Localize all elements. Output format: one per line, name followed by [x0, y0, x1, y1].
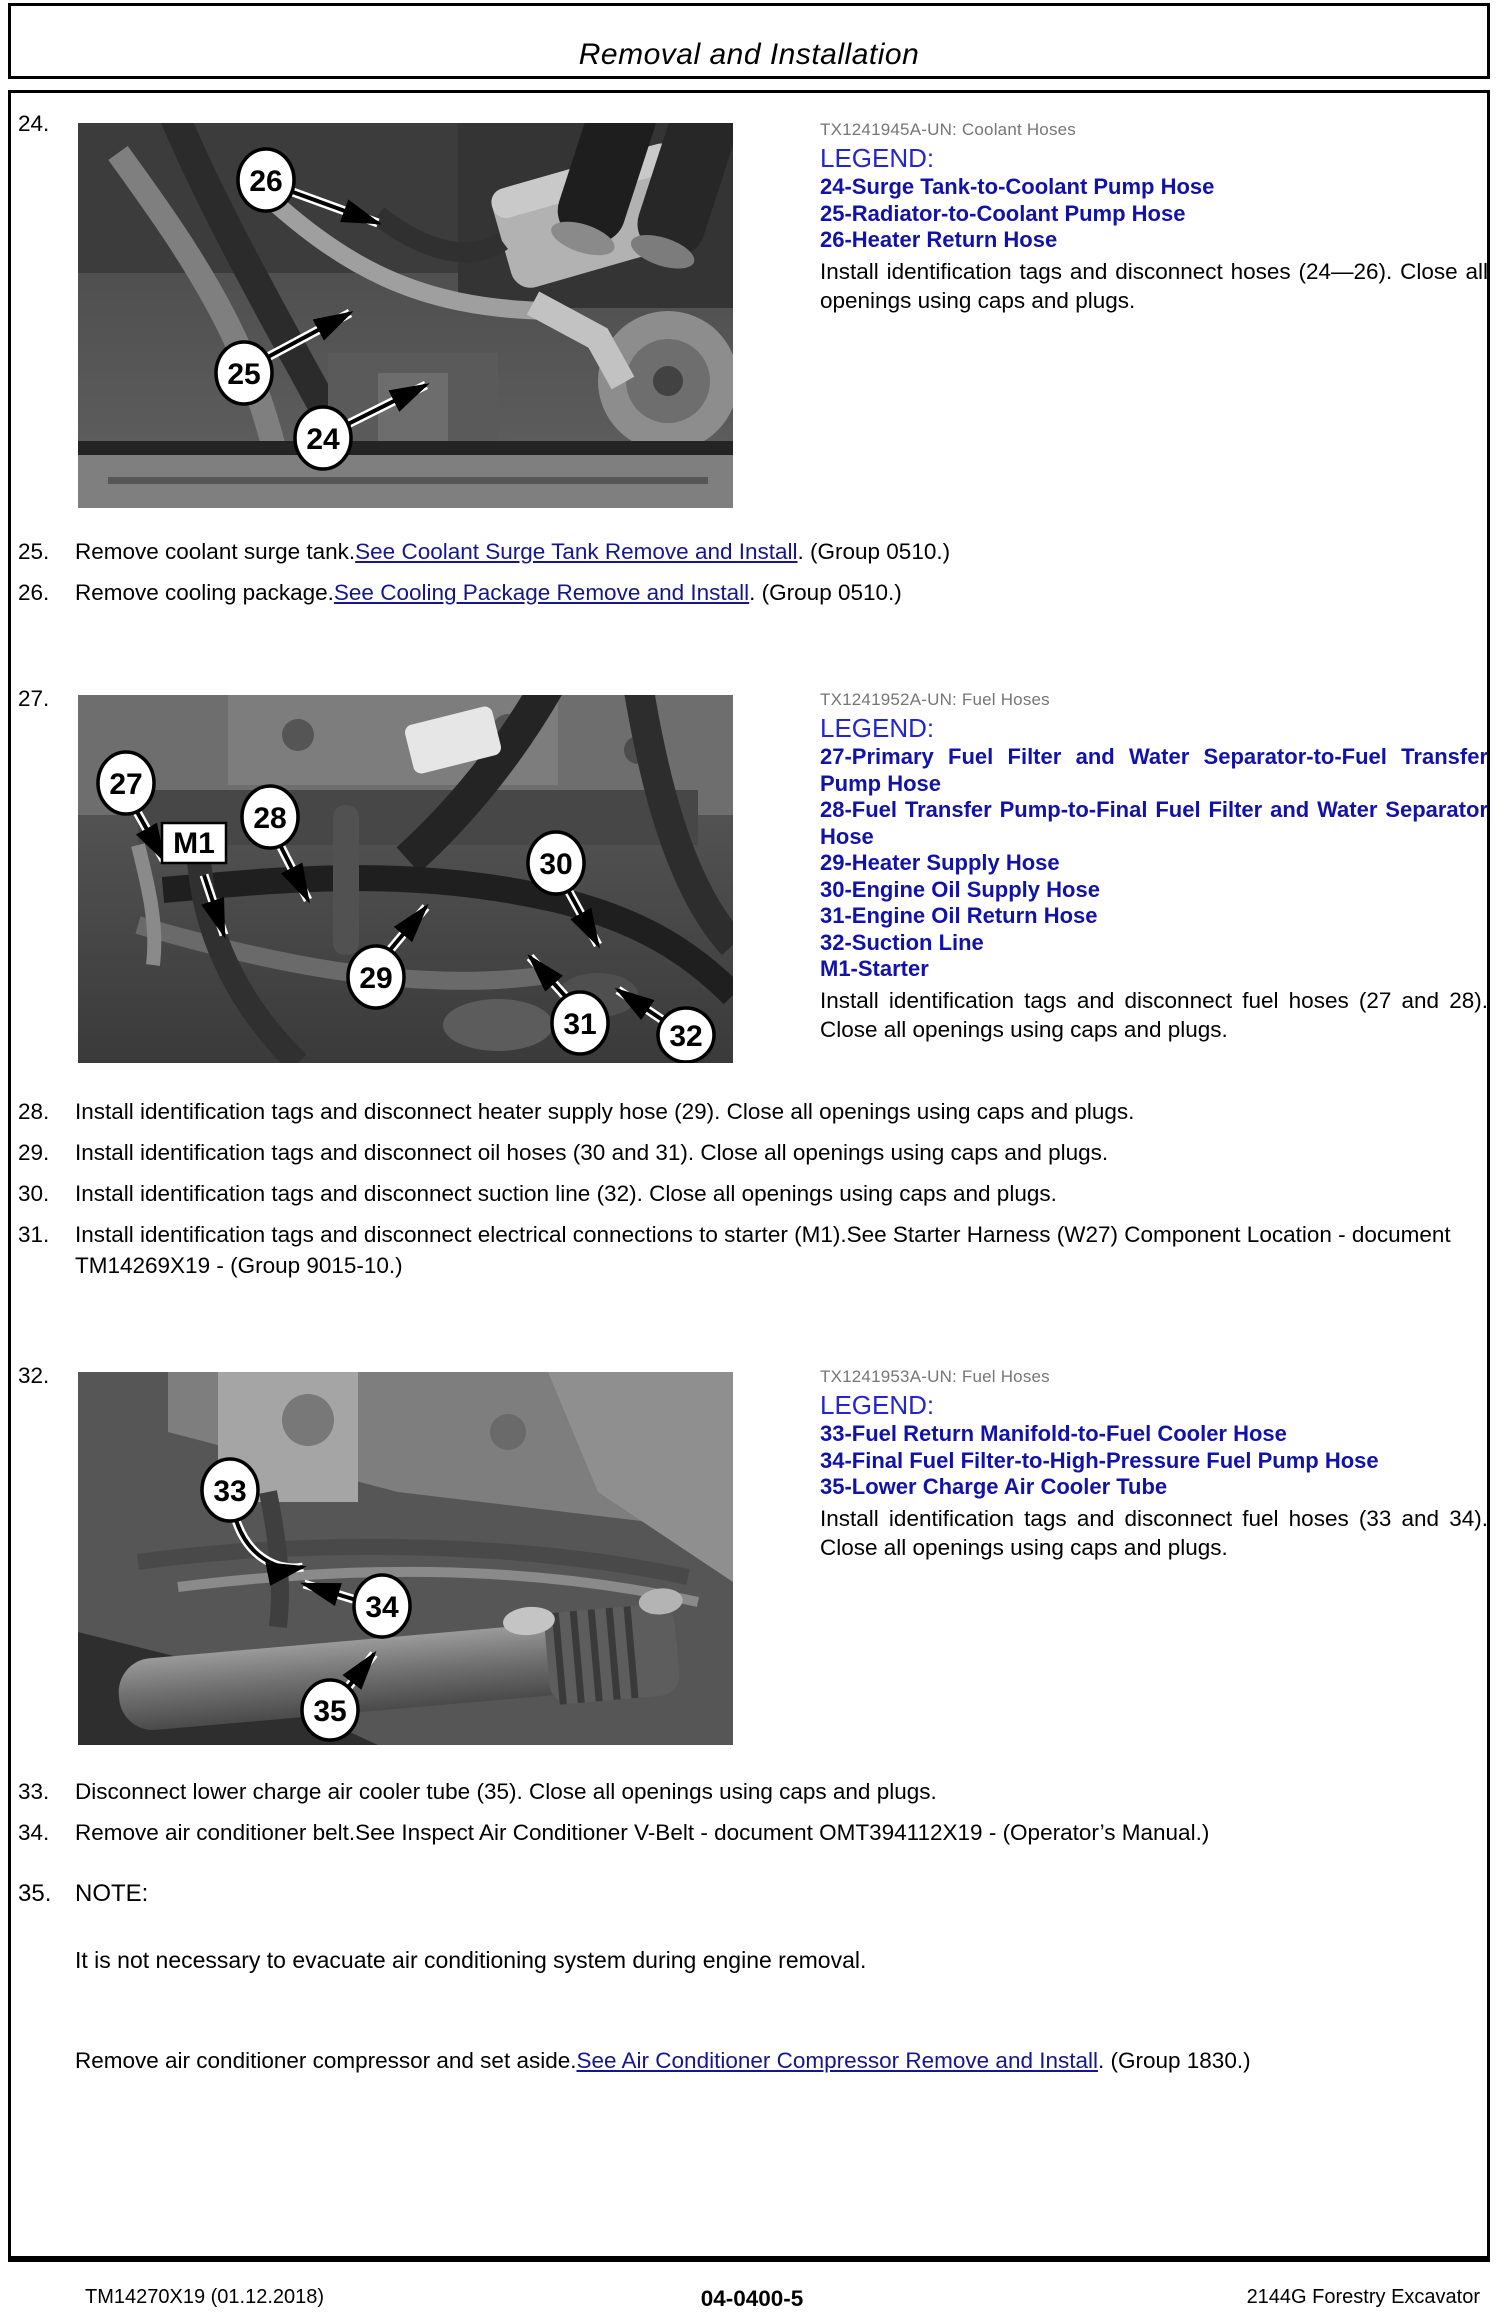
step-number: 29. [18, 1140, 50, 1165]
legend-title: LEGEND: [820, 143, 935, 173]
svg-text:24: 24 [306, 423, 340, 456]
legend-title: LEGEND: [820, 713, 935, 743]
step-text: Install identification tags and disconnect oil hoses (30 and 31). Close all openings using caps and plugs. [75, 1140, 1109, 1165]
legend-item: M1-Starter [820, 956, 929, 981]
svg-text:31: 31 [563, 1008, 597, 1041]
step-number: 34. [18, 1820, 50, 1845]
svg-text:M1: M1 [173, 827, 215, 860]
step-number: 33. [18, 1779, 50, 1804]
page-title: Removal and Installation [578, 38, 920, 71]
figure-caption: TX1241945A-UN: Coolant Hoses [820, 120, 1077, 139]
legend-item: 27-Primary Fuel Filter and Water Separator-to-Fuel Transfer Pump Hose [820, 744, 1488, 796]
step-29 [18, 1137, 1475, 1168]
link-air-conditioner-compressor-remove-install[interactable]: See Air Conditioner Compressor Remove and Install [576, 2048, 1098, 2073]
step-30 [18, 1178, 1475, 1209]
legend-body-text: Install identification tags and disconnect fuel hoses (33 and 34). Close all openings using caps and plugs. [820, 1505, 1488, 1560]
note-body: It is not necessary to evacuate air conditioning system during engine removal. [75, 1947, 867, 1973]
step-text: Remove coolant surge tank. [75, 539, 356, 564]
svg-text:34: 34 [365, 1591, 399, 1624]
step-text: Remove cooling package. [75, 580, 334, 605]
step-text: Install identification tags and disconnect heater supply hose (29). Close all openings using caps and plugs. [75, 1099, 1135, 1124]
legend-item: 32-Suction Line [820, 929, 984, 955]
link-coolant-surge-tank-remove-install[interactable]: See Coolant Surge Tank Remove and Install [355, 539, 798, 564]
step-26 [18, 577, 1475, 608]
step-text: Install identification tags and disconnect suction line (32). Close all openings using caps and plugs. [75, 1181, 1057, 1206]
legend-item: 26-Heater Return Hose [820, 227, 1058, 252]
figure-charge-air-cooler-legend [820, 1367, 1488, 1562]
svg-text:33: 33 [213, 1475, 247, 1508]
step-25 [18, 536, 1475, 567]
step-text: Install identification tags and disconnect electrical connections to starter (M1).See Starter Harness (W27) Component Location - document TM14269X19 - (Group 9015-10.) [75, 1222, 1451, 1278]
figure-coolant-hoses-legend [820, 120, 1488, 315]
closing-text: Remove air conditioner compressor and set aside. [75, 2048, 577, 2073]
legend-item: 34-Final Fuel Filter-to-High-Pressure Fuel Pump Hose [820, 1447, 1379, 1473]
svg-text:26: 26 [249, 165, 283, 198]
header-box [8, 3, 1490, 79]
legend-item: 24-Surge Tank-to-Coolant Pump Hose [820, 174, 1215, 199]
legend-item: 35-Lower Charge Air Cooler Tube [820, 1474, 1168, 1499]
svg-text:30: 30 [539, 848, 573, 881]
legend-item: 30-Engine Oil Supply Hose [820, 876, 1100, 902]
step-number: 24. [18, 111, 50, 136]
step-number: 30. [18, 1181, 50, 1206]
legend-body-text: Install identification tags and disconnect fuel hoses (27 and 28). Close all openings using caps and plugs. [820, 987, 1488, 1042]
step-number: 32. [18, 1363, 50, 1388]
closing-text: . (Group 1830.) [1098, 2048, 1251, 2073]
step-text: . (Group 0510.) [797, 539, 951, 564]
page-footer [0, 2286, 1504, 2316]
step-text: Remove air conditioner belt.See Inspect Air Conditioner V-Belt - document OMT394112X19 - (Operator’s Manual.) [75, 1820, 1210, 1845]
figure-fuel-hoses-photo [78, 695, 733, 1063]
content-frame [8, 90, 1490, 2262]
legend-item: 33-Fuel Return Manifold-to-Fuel Cooler Hose [820, 1421, 1287, 1446]
svg-text:32: 32 [669, 1020, 703, 1053]
legend-item: 31-Engine Oil Return Hose [820, 903, 1098, 928]
step-number: 27. [18, 686, 50, 711]
link-cooling-package-remove-install[interactable]: See Cooling Package Remove and Install [333, 580, 750, 605]
figure-caption: TX1241952A-UN: Fuel Hoses [820, 690, 1050, 709]
figure-caption: TX1241953A-UN: Fuel Hoses [820, 1367, 1050, 1386]
step-28 [18, 1096, 1475, 1127]
step-text: Disconnect lower charge air cooler tube (35). Close all openings using caps and plugs. [75, 1779, 937, 1804]
note-heading: NOTE: [75, 1880, 149, 1907]
legend-item: 29-Heater Supply Hose [820, 850, 1060, 875]
step-number: 25. [18, 539, 50, 564]
step-35 [18, 1878, 1475, 1909]
legend-item: 28-Fuel Transfer Pump-to-Final Fuel Filter and Water Separator Hose [820, 797, 1488, 849]
svg-text:29: 29 [359, 962, 393, 995]
legend-item: 25-Radiator-to-Coolant Pump Hose [820, 200, 1186, 226]
step-number: 31. [18, 1222, 50, 1247]
step-number: 28. [18, 1099, 50, 1124]
svg-text:28: 28 [253, 802, 287, 835]
step-31 [18, 1219, 1475, 1281]
figure-fuel-hoses-legend [820, 690, 1488, 1044]
figure-charge-air-cooler-photo [78, 1372, 733, 1745]
closing-paragraph [75, 2045, 1473, 2076]
svg-text:35: 35 [313, 1695, 347, 1728]
footer-document-number: TM14270X19 (01.12.2018) [85, 2286, 325, 2308]
figure-coolant-hoses-photo [78, 123, 733, 508]
step-33 [18, 1776, 1475, 1807]
step-34 [18, 1817, 1475, 1848]
svg-text:25: 25 [227, 358, 261, 391]
footer-model-name: 2144G Forestry Excavator [1246, 2286, 1480, 2308]
footer-page-number: 04-0400-5 [700, 2286, 804, 2311]
legend-title: LEGEND: [820, 1390, 935, 1420]
legend-body-text: Install identification tags and disconnect hoses (24—26). Close all openings using caps and plugs. [820, 258, 1488, 313]
step-number: 26. [18, 580, 50, 605]
svg-text:27: 27 [109, 768, 143, 801]
step-number: 35. [18, 1880, 52, 1907]
step-text: . (Group 0510.) [749, 580, 902, 605]
